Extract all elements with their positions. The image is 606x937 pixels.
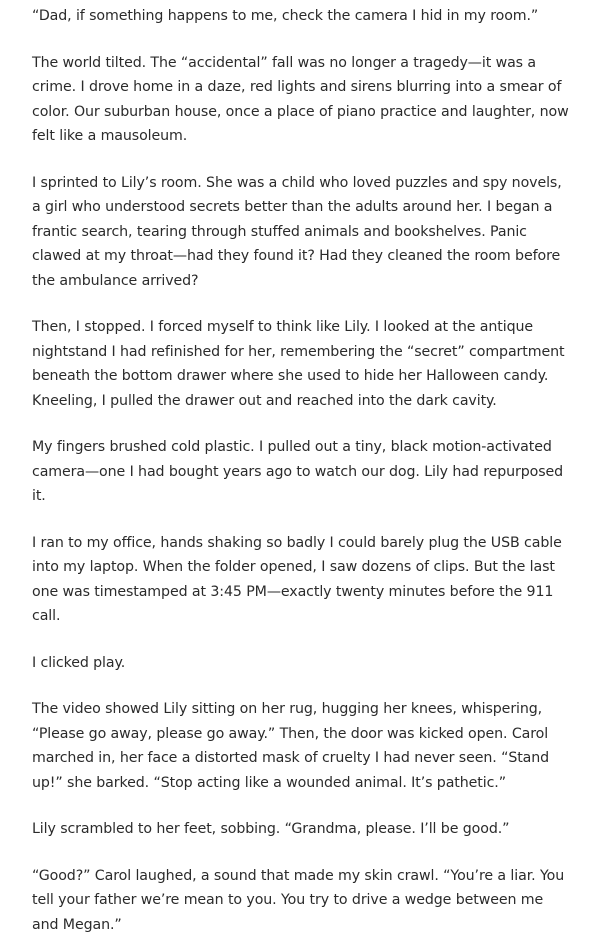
story-paragraph: “Good?” Carol laughed, a sound that made my skin crawl. “You’re a liar. You tell your father we’re mean to you. You try to drive a wedge between me and Megan.” [32, 864, 572, 937]
story-paragraph: My fingers brushed cold plastic. I pulled out a tiny, black motion-activated camera—one I had bought years ago to watch our dog. Lily had repurposed it. [32, 435, 572, 509]
story-paragraph: Then, I stopped. I forced myself to think like Lily. I looked at the antique nightstand I had refinished for her, remembering the “secret” compartment beneath the bottom drawer where she used to hide her Halloween candy. Kneeling, I pulled the drawer out and reached into the dark cavity. [32, 315, 572, 413]
story-paragraph: The video showed Lily sitting on her rug, hugging her knees, whispering, “Please go away, please go away.” Then, the door was kicked open. Carol marched in, her face a distorted mask of cruelty I had never seen. “Stand up!” she barked. “Stop acting like a wounded animal. It’s pathetic.” [32, 697, 572, 795]
story-paragraph: I sprinted to Lily’s room. She was a child who loved puzzles and spy novels, a girl who understood secrets better than the adults around her. I began a frantic search, tearing through stuffed animals and bookshelves. Panic clawed at my throat—had they found it? Had they cleaned the room before the ambulance arrived? [32, 171, 572, 294]
story-paragraph: I clicked play. [32, 651, 572, 676]
story-paragraph: I ran to my office, hands shaking so badly I could barely plug the USB cable into my laptop. When the folder opened, I saw dozens of clips. But the last one was timestamped at 3:45 PM—exactly twenty minutes before the 911 call. [32, 531, 572, 629]
story-paragraph: Lily scrambled to her feet, sobbing. “Grandma, please. I’ll be good.” [32, 817, 572, 842]
story-paragraph: “Dad, if something happens to me, check the camera I hid in my room.” [32, 4, 572, 29]
story-paragraph: The world tilted. The “accidental” fall was no longer a tragedy—it was a crime. I drove home in a daze, red lights and sirens blurring into a smear of color. Our suburban house, once a place of piano practice and laughter, now felt like a mausoleum. [32, 51, 572, 149]
